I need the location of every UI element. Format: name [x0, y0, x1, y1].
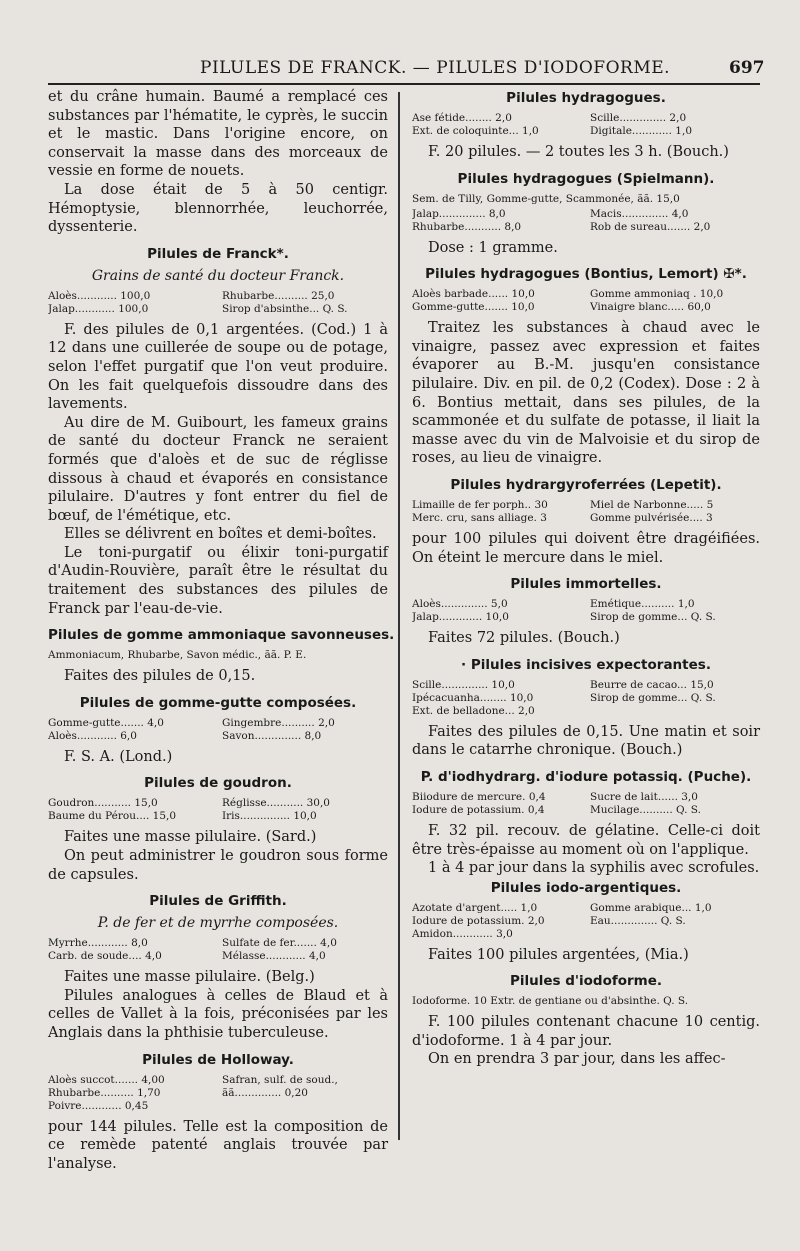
paragraph: F. des pilules de 0,1 argentées. (Cod.) 1 à 12 dans une cuillerée de soupe ou de potage, selon l'effet purgatif que l'on veut produire. On les fait quelquefois dissoudre dans des lavements. — [48, 321, 388, 413]
paragraph: Faites des pilules de 0,15. Une matin et soir dans le catarrhe chronique. (Bouch.) — [412, 723, 760, 759]
paragraph: On peut administrer le goudron sous forme de capsules. — [48, 848, 388, 883]
recipe-item: Eau.............. Q. S. — [590, 914, 686, 927]
recipe-item: Safran, sulf. de soud., — [222, 1073, 338, 1086]
recipe-item: Merc. cru, sans alliage. 3 — [412, 511, 547, 524]
recipe-item: Aloès............ 100,0 — [48, 289, 151, 302]
paragraph: Le toni-purgatif ou élixir toni-purgatif d'Audin-Rouvière, paraît être le résultat du traitement des substances des pilules de Franck par l'eau-de-vie. — [48, 544, 388, 617]
recipe-item: Aloès succot....... 4,00 — [48, 1073, 165, 1086]
section-title: · Pilules incisives expectorantes. — [461, 656, 711, 673]
recipe-item: Jalap............ 100,0 — [48, 302, 149, 315]
recipe-item: Aloès.............. 5,0 — [412, 598, 508, 611]
recipe-item: Mucilage.......... Q. S. — [590, 803, 701, 816]
section-title: Pilules de gomme ammoniaque savonneuses. — [48, 627, 395, 644]
recipe-item: Rhubarbe.......... 1,70 — [48, 1086, 161, 1099]
recipe-item: Iris............... 10,0 — [222, 810, 317, 823]
section-title: Pilules de goudron. — [144, 775, 292, 792]
paragraph: On en prendra 3 par jour, dans les affec- — [428, 1051, 726, 1068]
left-column — [48, 88, 395, 1173]
recipe-list — [48, 290, 388, 316]
recipe-item: Biiodure de mercure. 0,4 — [412, 790, 546, 803]
recipe-item: Gomme arabique... 1,0 — [590, 901, 712, 914]
paragraph: La dose était de 5 à 50 centigr. Hémoptysie, blennorrhée, leuchorrée, dyssenterie. — [48, 181, 388, 236]
section-title: Pilules iodo-argentiques. — [490, 879, 682, 896]
recipe-item: Aloès barbade...... 10,0 — [412, 288, 535, 301]
section-subtitle: P. de fer et de myrrhe composées. — [97, 915, 339, 932]
paragraph: F. 20 pilules. — 2 toutes les 3 h. (Bouch.) — [428, 144, 729, 160]
recipe-item: Savon.............. 8,0 — [222, 729, 322, 742]
recipe-item: Sirop d'absinthe... Q. S. — [222, 302, 348, 315]
recipe-item: Sucre de lait...... 3,0 — [590, 790, 698, 803]
recipe-list — [48, 937, 388, 963]
recipe-list — [412, 791, 760, 817]
recipe-item: Scille.............. 2,0 — [590, 112, 687, 124]
recipe-item: Carb. de soude.... 4,0 — [48, 950, 162, 963]
recipe-item: Réglisse........... 30,0 — [222, 797, 330, 810]
section-title: Pilules hydragogues. — [506, 90, 666, 106]
recipe-list — [412, 902, 760, 941]
paragraph: F. S. A. (Lond.) — [64, 748, 173, 765]
recipe-item: Ase fétide........ 2,0 — [412, 112, 512, 124]
recipe-list — [412, 288, 760, 314]
recipe-item: Ext. de coloquinte... 1,0 — [412, 125, 539, 137]
paragraph: Faites 72 pilules. (Bouch.) — [428, 630, 620, 647]
recipe-item: Limaille de fer porph.. 30 — [412, 498, 548, 511]
recipe-item: Gomme ammoniaq . 10,0 — [590, 288, 724, 301]
recipe-item: Jalap............. 10,0 — [412, 611, 509, 624]
section-title: P. d'iodhydrarg. d'iodure potassiq. (Puche). — [420, 768, 752, 785]
recipe-list — [412, 499, 760, 525]
paragraph: F. 100 pilules contenant chacune 10 centig. d'iodoforme. 1 à 4 par jour. — [412, 1014, 760, 1049]
recipe-item: Miel de Narbonne..... 5 — [590, 498, 714, 511]
paragraph: Au dire de M. Guibourt, les fameux grains de santé du docteur Franck ne seraient formés que d'aloès et de suc de réglisse dissous à chaud et évaporés en consistance pilulaire. D'autres y font entrer du fiel de bœuf, de l'émétique, etc. — [48, 414, 388, 524]
recipe-item: Gomme-gutte....... 10,0 — [412, 301, 535, 314]
paragraph: F. 32 pil. recouv. de gélatine. Celle-ci doit être très-épaisse au moment où on l'applique. — [412, 822, 760, 858]
section-title: Pilules hydragogues (Spielmann). — [457, 170, 715, 187]
recipe-item: Sulfate de fer....... 4,0 — [222, 937, 337, 950]
recipe-line: Ammoniacum, Rhubarbe, Savon médic., ãã. P. E. — [48, 649, 307, 662]
recipe-item: Goudron........... 15,0 — [48, 797, 158, 810]
header-title: PILULES DE FRANCK. — PILULES D'IODOFORME. — [200, 58, 671, 78]
recipe-list — [412, 112, 760, 138]
recipe-item: Myrrhe............ 8,0 — [48, 937, 148, 950]
recipe-item: Poivre............ 0,45 — [48, 1099, 149, 1112]
recipe-item: Ext. de belladone... 2,0 — [412, 704, 535, 717]
recipe-list — [48, 1074, 388, 1113]
right-column — [412, 88, 760, 1069]
recipe-item: Jalap.............. 8,0 — [412, 207, 506, 220]
running-header — [0, 56, 800, 84]
paragraph: et du crâne humain. Baumé a remplacé ces substances par l'hématite, le cyprès, le succin et le mastic. Dans l'origine encore, on conservait la masse dans des morceaux de vessie en forme de nouets. — [48, 89, 388, 180]
recipe-list — [48, 797, 388, 823]
paragraph: Traitez les substances à chaud avec le vinaigre, passez avec expression et faites évaporer au B.-M. jusqu'en consistance pilulaire. Div. en pil. de 0,2 (Codex). Dose : 2 à 6. Bontius mettait, dans ses pilules, de la scammonée et du sulfate de potasse, il liait la masse avec du vin de Malvoisie et du sirop de roses, au lieu de vinaigre. — [412, 320, 760, 467]
recipe-item: Rhubarbe........... 8,0 — [412, 220, 522, 233]
section-subtitle: Grains de santé du docteur Franck. — [91, 267, 345, 284]
recipe-item: Macis.............. 4,0 — [590, 207, 689, 220]
section-title: Pilules de Franck*. — [147, 245, 289, 262]
section-title: Pilules immortelles. — [510, 576, 662, 593]
recipe-item: Rob de sureau....... 2,0 — [590, 220, 711, 233]
recipe-item: Aloès............ 6,0 — [48, 729, 137, 742]
recipe-item: Sirop de gomme... Q. S. — [590, 611, 716, 624]
section-title: Pilules de Holloway. — [142, 1051, 294, 1068]
recipe-item: Sirop de gomme... Q. S. — [590, 691, 716, 704]
recipe-item: Rhubarbe.......... 25,0 — [222, 289, 335, 302]
paragraph: Dose : 1 gramme. — [428, 239, 558, 256]
page-number: 697 — [729, 58, 765, 78]
recipe-list — [412, 208, 760, 234]
recipe-item: Amidon............ 3,0 — [412, 927, 513, 940]
recipe-item: ãã.............. 0,20 — [222, 1086, 308, 1099]
paragraph: Faites une masse pilulaire. (Sard.) — [64, 829, 317, 846]
section-title: Pilules d'iodoforme. — [509, 973, 663, 990]
section-title: Pilules de gomme-gutte composées. — [79, 694, 357, 711]
recipe-item: Scille.............. 10,0 — [412, 678, 515, 691]
recipe-item: Emétique.......... 1,0 — [590, 598, 695, 611]
paragraph: pour 100 pilules qui doivent être dragéifiées. On éteint le mercure dans le miel. — [412, 530, 760, 566]
recipe-item: Mélasse............ 4,0 — [222, 950, 326, 963]
paragraph: Faites 100 pilules argentées, (Mia.) — [428, 946, 689, 963]
paragraph: pour 144 pilules. Telle est la composition de ce remède patenté anglais trouvée par l'analyse. — [48, 1118, 388, 1172]
recipe-item: Vinaigre blanc..... 60,0 — [590, 301, 711, 314]
recipe-item: Gingembre.......... 2,0 — [222, 716, 335, 729]
paragraph: Faites des pilules de 0,15. — [64, 668, 256, 685]
recipe-item: Iodure de potassium. 2,0 — [412, 914, 545, 927]
recipe-item: Beurre de cacao... 15,0 — [590, 678, 714, 691]
column-divider — [398, 92, 400, 1140]
recipe-item: Baume du Pérou.... 15,0 — [48, 810, 177, 823]
paragraph: Elles se délivrent en boîtes et demi-boîtes. — [64, 526, 377, 543]
section-title: Pilules de Griffith. — [149, 893, 287, 910]
recipe-item: Azotate d'argent..... 1,0 — [412, 901, 538, 914]
recipe-item: Iodure de potassium. 0,4 — [412, 803, 545, 816]
recipe-item: Gomme pulvérisée.... 3 — [590, 511, 713, 524]
recipe-item: Digitale............ 1,0 — [590, 125, 692, 137]
recipe-item: Ipécacuanha........ 10,0 — [412, 691, 534, 704]
header-rule — [48, 83, 760, 85]
recipe-list — [412, 679, 760, 718]
recipe-line: Iodoforme. 10 Extr. de gentiane ou d'absinthe. Q. S. — [412, 995, 689, 1008]
section-title: Pilules hydragogues (Bontius, Lemort) ✠*. — [425, 266, 747, 283]
recipe-list — [48, 717, 388, 743]
section-title: Pilules hydrargyroferrées (Lepetit). — [450, 476, 722, 493]
recipe-list — [412, 598, 760, 624]
paragraph: 1 à 4 par jour dans la syphilis avec scrofules. — [428, 860, 760, 877]
paragraph: Pilules analogues à celles de Blaud et à celles de Vallet à la fois, préconisées par les Anglais dans la phthisie tuberculeuse. — [48, 987, 388, 1041]
recipe-line: Sem. de Tilly, Gomme-gutte, Scammonée, ãã. 15,0 — [412, 192, 680, 205]
paragraph: Faites une masse pilulaire. (Belg.) — [64, 969, 315, 986]
recipe-item: Gomme-gutte....... 4,0 — [48, 716, 164, 729]
